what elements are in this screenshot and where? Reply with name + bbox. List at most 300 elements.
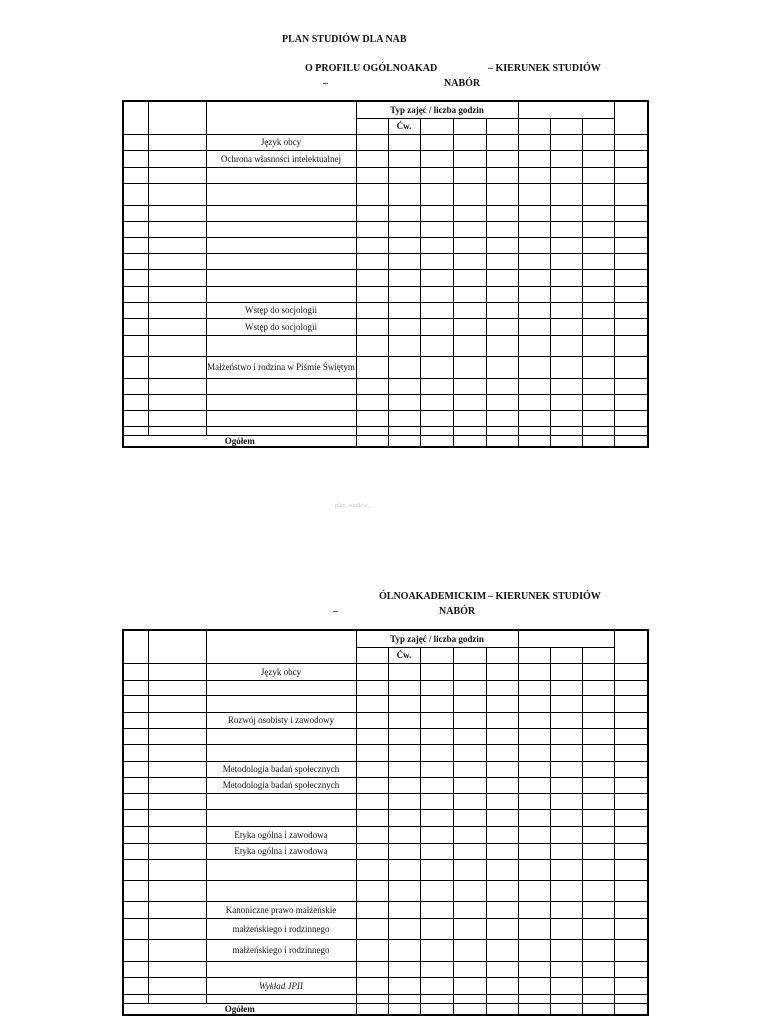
table-cell (518, 183, 550, 205)
table-row (123, 901, 648, 918)
table-cell (388, 253, 420, 269)
table-cell (123, 712, 148, 728)
table-cell (550, 777, 582, 793)
header-cell (206, 101, 356, 134)
subject-name-cell (206, 744, 356, 761)
table-cell (388, 939, 420, 961)
table-cell (420, 663, 453, 680)
table-cell (420, 859, 453, 880)
table-cell (582, 826, 614, 843)
table-cell (614, 680, 648, 695)
total-cell (582, 435, 614, 447)
table-cell (148, 205, 206, 221)
table-cell (420, 150, 453, 167)
table-cell (420, 939, 453, 961)
table-cell (550, 695, 582, 712)
table-cell (550, 939, 582, 961)
table-cell (486, 880, 518, 901)
table-row (123, 302, 648, 318)
subject-name-cell (206, 809, 356, 826)
table-cell (614, 410, 648, 426)
table-cell (356, 809, 388, 826)
table-cell (486, 663, 518, 680)
table-cell (453, 378, 486, 394)
table-cell (518, 221, 550, 237)
total-cell (518, 1003, 550, 1015)
table-cell (518, 318, 550, 335)
total-cell (388, 435, 420, 447)
subheader-cell (420, 118, 453, 134)
table-cell (148, 269, 206, 286)
subject-name-cell (206, 378, 356, 394)
table-cell (356, 378, 388, 394)
table-cell (420, 901, 453, 918)
table-cell (356, 994, 388, 1003)
table-cell (582, 286, 614, 302)
total-cell (453, 1003, 486, 1015)
table-cell (453, 394, 486, 410)
table-cell (356, 793, 388, 809)
table-cell (148, 859, 206, 880)
table-cell (518, 744, 550, 761)
table-cell (550, 793, 582, 809)
table-cell (614, 961, 648, 977)
table-cell (123, 901, 148, 918)
type-hours-header: Typ zajęć / liczba godzin (356, 101, 518, 118)
table-row (123, 150, 648, 167)
table-cell (453, 880, 486, 901)
table-cell (518, 859, 550, 880)
table-cell (420, 410, 453, 426)
subject-name-cell: Wykład JPII (206, 977, 356, 994)
total-cell (550, 435, 582, 447)
table-cell (518, 410, 550, 426)
table-cell (550, 680, 582, 695)
table-cell (356, 843, 388, 859)
table-cell (550, 286, 582, 302)
table-cell (420, 378, 453, 394)
type-hours-header: Typ zajęć / liczba godzin (356, 630, 518, 647)
table-cell (614, 183, 648, 205)
table-cell (388, 961, 420, 977)
subject-name-cell: małżeńskiego i rodzinnego (206, 918, 356, 939)
table-cell (518, 150, 550, 167)
total-cell (614, 435, 648, 447)
table-cell (582, 809, 614, 826)
table-cell (518, 994, 550, 1003)
header-cell (518, 101, 614, 118)
table-cell (388, 134, 420, 150)
table-cell (582, 269, 614, 286)
table-cell (486, 859, 518, 880)
table-row (123, 712, 648, 728)
table-cell (614, 880, 648, 901)
total-cell (420, 435, 453, 447)
subheader-cell (582, 118, 614, 134)
table-cell (550, 356, 582, 378)
table-cell (123, 237, 148, 253)
table-cell (388, 712, 420, 728)
table-cell (123, 286, 148, 302)
table-cell (518, 269, 550, 286)
table-cell (123, 394, 148, 410)
table-cell (614, 221, 648, 237)
table-cell (518, 918, 550, 939)
subject-name-cell (206, 167, 356, 183)
table-cell (123, 777, 148, 793)
table-row (123, 253, 648, 269)
table-row (123, 663, 648, 680)
table-cell (420, 961, 453, 977)
table-cell (518, 809, 550, 826)
table-cell (582, 777, 614, 793)
table-cell (550, 205, 582, 221)
table-cell (420, 426, 453, 435)
table-row (123, 356, 648, 378)
table-cell (420, 809, 453, 826)
table-cell (550, 901, 582, 918)
header-cell (123, 101, 148, 134)
table-cell (518, 695, 550, 712)
table-cell (582, 150, 614, 167)
table-cell (550, 394, 582, 410)
table-cell (550, 426, 582, 435)
table-cell (420, 977, 453, 994)
table-cell (453, 237, 486, 253)
table-row (123, 378, 648, 394)
table-row (123, 777, 648, 793)
table-row (123, 744, 648, 761)
table-cell (420, 793, 453, 809)
table-cell (550, 761, 582, 777)
table-cell (518, 205, 550, 221)
table-row (123, 761, 648, 777)
exercises-subheader: Ćw. (388, 118, 420, 134)
page1-title: PLAN STUDIÓW DLA NAB (282, 34, 407, 45)
table-cell (550, 843, 582, 859)
table-row (123, 880, 648, 901)
table-cell (582, 961, 614, 977)
subheader-cell (518, 647, 550, 663)
table-cell (550, 150, 582, 167)
table-cell (582, 843, 614, 859)
table-cell (123, 356, 148, 378)
table-cell (148, 680, 206, 695)
table-cell (486, 335, 518, 356)
table-cell (356, 286, 388, 302)
blank-subheader (356, 647, 388, 663)
table-cell (453, 961, 486, 977)
table-cell (356, 150, 388, 167)
table-cell (453, 205, 486, 221)
subheader-cell (550, 118, 582, 134)
total-cell (356, 435, 388, 447)
table-cell (518, 134, 550, 150)
subject-name-cell: Wstęp do socjologii (206, 318, 356, 335)
table-cell (550, 183, 582, 205)
table-cell (123, 663, 148, 680)
table-cell (614, 356, 648, 378)
subheader-cell (518, 118, 550, 134)
table-cell (582, 977, 614, 994)
total-label: Ogółem (123, 1003, 356, 1015)
table-cell (582, 901, 614, 918)
header-cell (614, 630, 648, 663)
table-cell (356, 302, 388, 318)
total-label: Ogółem (123, 435, 356, 447)
table-cell (420, 221, 453, 237)
table-cell (518, 335, 550, 356)
table-cell (614, 237, 648, 253)
table-cell (123, 221, 148, 237)
table-cell (486, 269, 518, 286)
table-cell (123, 744, 148, 761)
table-cell (518, 680, 550, 695)
table-cell (123, 253, 148, 269)
table-cell (356, 859, 388, 880)
table-cell (453, 410, 486, 426)
table-cell (148, 809, 206, 826)
table-cell (356, 183, 388, 205)
table-cell (614, 777, 648, 793)
table-cell (518, 761, 550, 777)
table-cell (486, 761, 518, 777)
table-cell (614, 994, 648, 1003)
table-cell (388, 809, 420, 826)
table-cell (148, 826, 206, 843)
table-row (123, 410, 648, 426)
total-cell (614, 1003, 648, 1015)
table-cell (582, 237, 614, 253)
table-cell (453, 183, 486, 205)
table-cell (453, 809, 486, 826)
table-cell (486, 977, 518, 994)
table-cell (614, 728, 648, 744)
table-cell (486, 221, 518, 237)
table-cell (453, 744, 486, 761)
table-cell (123, 977, 148, 994)
total-cell (550, 1003, 582, 1015)
table-cell (550, 744, 582, 761)
table-cell (148, 744, 206, 761)
table-cell (123, 335, 148, 356)
table-cell (614, 901, 648, 918)
table-row (123, 286, 648, 302)
table-cell (453, 859, 486, 880)
table-cell (518, 939, 550, 961)
table-cell (453, 318, 486, 335)
table-cell (614, 134, 648, 150)
table-cell (550, 977, 582, 994)
table-cell (420, 880, 453, 901)
table-cell (486, 205, 518, 221)
exercises-subheader: Ćw. (388, 647, 420, 663)
table-cell (614, 918, 648, 939)
table-cell (356, 761, 388, 777)
header-cell (148, 101, 206, 134)
table-cell (582, 253, 614, 269)
subject-name-cell: Metodologia badań społecznych (206, 761, 356, 777)
table-cell (148, 394, 206, 410)
subject-name-cell: Małżeństwo i rodzina w Piśmie Świętym (206, 356, 356, 378)
table-cell (123, 183, 148, 205)
table-cell (148, 901, 206, 918)
page2-study-plan-table (122, 629, 649, 1016)
table-cell (420, 134, 453, 150)
table-cell (356, 426, 388, 435)
table-cell (420, 394, 453, 410)
table-cell (206, 994, 356, 1003)
table-cell (453, 335, 486, 356)
table-cell (550, 880, 582, 901)
table-cell (518, 793, 550, 809)
table-cell (486, 356, 518, 378)
table-cell (518, 302, 550, 318)
table-cell (148, 977, 206, 994)
table-cell (123, 205, 148, 221)
subject-name-cell: Metodologia badań społecznych (206, 777, 356, 793)
table-cell (356, 318, 388, 335)
table-cell (148, 918, 206, 939)
table-cell (486, 793, 518, 809)
total-cell (518, 435, 550, 447)
table-cell (453, 167, 486, 183)
table-cell (486, 394, 518, 410)
table-cell (486, 253, 518, 269)
table-cell (453, 761, 486, 777)
subject-name-cell (206, 410, 356, 426)
table-cell (148, 183, 206, 205)
table-cell (388, 394, 420, 410)
table-cell (453, 712, 486, 728)
table-cell (356, 253, 388, 269)
table-cell (614, 286, 648, 302)
table-cell (518, 777, 550, 793)
subheader-cell (420, 647, 453, 663)
table-cell (614, 269, 648, 286)
table-cell (148, 378, 206, 394)
subject-name-cell (206, 793, 356, 809)
table-cell (388, 918, 420, 939)
table-cell (582, 335, 614, 356)
table-cell (148, 728, 206, 744)
table-cell (356, 356, 388, 378)
table-cell (518, 663, 550, 680)
table-cell (518, 237, 550, 253)
subject-name-cell: Kanoniczne prawo małżeńskie (206, 901, 356, 918)
total-cell (420, 1003, 453, 1015)
table-cell (550, 378, 582, 394)
table-cell (486, 712, 518, 728)
header-cell (518, 630, 614, 647)
table-cell (148, 150, 206, 167)
table-cell (550, 663, 582, 680)
table-row (123, 826, 648, 843)
table-cell (582, 712, 614, 728)
table-cell (388, 728, 420, 744)
table-cell (582, 134, 614, 150)
table-cell (388, 663, 420, 680)
table-cell (148, 761, 206, 777)
table-cell (356, 712, 388, 728)
table-cell (420, 356, 453, 378)
table-cell (356, 205, 388, 221)
table-cell (486, 134, 518, 150)
table-cell (356, 221, 388, 237)
table-cell (582, 410, 614, 426)
table-cell (420, 237, 453, 253)
table-cell (614, 761, 648, 777)
table-cell (614, 150, 648, 167)
blank-subheader (356, 118, 388, 134)
table-cell (356, 394, 388, 410)
table-cell (420, 286, 453, 302)
table-cell (453, 901, 486, 918)
table-cell (486, 961, 518, 977)
table-cell (420, 253, 453, 269)
subject-name-cell: Etyka ogólna i zawodowa (206, 826, 356, 843)
table-row (123, 843, 648, 859)
table-cell (453, 134, 486, 150)
table-cell (486, 728, 518, 744)
subject-name-cell (206, 880, 356, 901)
table-cell (582, 378, 614, 394)
table-cell (453, 843, 486, 859)
subject-name-cell: Wstęp do socjologii (206, 302, 356, 318)
table-cell (453, 918, 486, 939)
total-cell (388, 1003, 420, 1015)
watermark-text: plan_studiów_ (335, 503, 371, 509)
subject-name-cell (206, 221, 356, 237)
table-cell (123, 793, 148, 809)
table-cell (420, 269, 453, 286)
table-cell (486, 167, 518, 183)
header-cell (206, 630, 356, 663)
table-row (123, 237, 648, 253)
table-cell (614, 843, 648, 859)
table-cell (518, 880, 550, 901)
table-cell (356, 663, 388, 680)
table-cell (420, 302, 453, 318)
table-cell (518, 253, 550, 269)
table-cell (148, 663, 206, 680)
table-cell (486, 680, 518, 695)
table-cell (582, 695, 614, 712)
table-cell (550, 318, 582, 335)
table-cell (614, 335, 648, 356)
table-cell (148, 880, 206, 901)
header-cell (148, 630, 206, 663)
total-cell (582, 1003, 614, 1015)
table-cell (550, 221, 582, 237)
table-cell (614, 809, 648, 826)
table-cell (550, 826, 582, 843)
table-cell (582, 744, 614, 761)
table-cell (486, 426, 518, 435)
table-cell (148, 793, 206, 809)
subject-name-cell (206, 335, 356, 356)
table-cell (453, 221, 486, 237)
table-row (123, 167, 648, 183)
table-cell (388, 286, 420, 302)
table-cell (582, 663, 614, 680)
table-cell (453, 286, 486, 302)
table-cell (123, 939, 148, 961)
subject-name-cell (206, 859, 356, 880)
table-cell (486, 918, 518, 939)
table-cell (356, 744, 388, 761)
subheader-cell (582, 647, 614, 663)
